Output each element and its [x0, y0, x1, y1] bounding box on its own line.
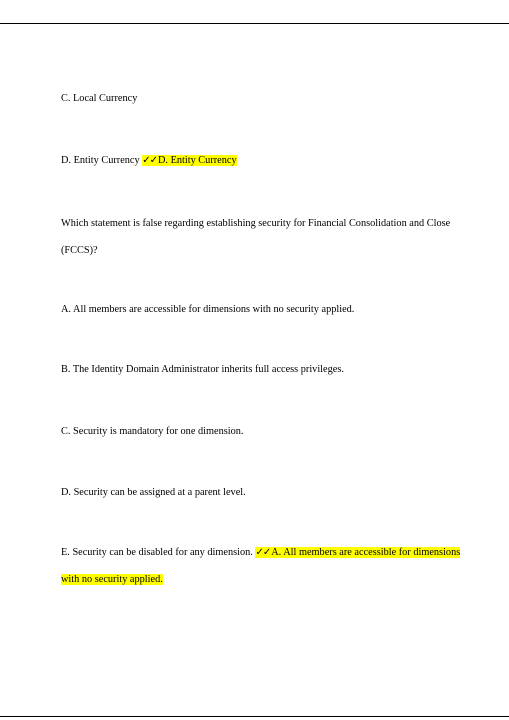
option-d-entity-currency: [61, 154, 237, 167]
option-e-answer-continuation: [61, 573, 163, 586]
option-d: [61, 486, 246, 499]
question-line-1: [61, 217, 450, 230]
answer-highlight: with no security applied.: [61, 574, 163, 585]
option-text: C. Local Currency: [61, 93, 138, 104]
option-b: [61, 363, 344, 376]
bottom-rule: [0, 716, 509, 717]
option-text: C. Security is mandatory for one dimension.: [61, 426, 244, 437]
double-check-icon: ✓✓: [142, 155, 157, 166]
top-rule: [0, 23, 509, 24]
answer-highlight: [255, 547, 460, 558]
option-text: E. Security can be disabled for any dimension.: [61, 547, 253, 558]
option-text: D. Security can be assigned at a parent level.: [61, 487, 246, 498]
question-text: (FCCS)?: [61, 245, 98, 256]
option-e: [61, 546, 460, 559]
option-c: [61, 425, 243, 438]
option-text: B. The Identity Domain Administrator inherits full access privileges.: [61, 364, 344, 375]
answer-text: A. All members are accessible for dimensions: [271, 547, 461, 558]
option-text: D. Entity Currency: [61, 155, 140, 166]
question-text: Which statement is false regarding establishing security for Financial Consolidation and Close: [61, 218, 451, 229]
answer-highlight: [142, 155, 236, 166]
option-text: A. All members are accessible for dimensions with no security applied.: [61, 304, 355, 315]
question-line-2: [61, 244, 98, 257]
answer-text: D. Entity Currency: [157, 155, 237, 166]
option-a: [61, 303, 354, 316]
double-check-icon: ✓✓: [255, 547, 271, 558]
option-c-local-currency: [61, 92, 137, 105]
